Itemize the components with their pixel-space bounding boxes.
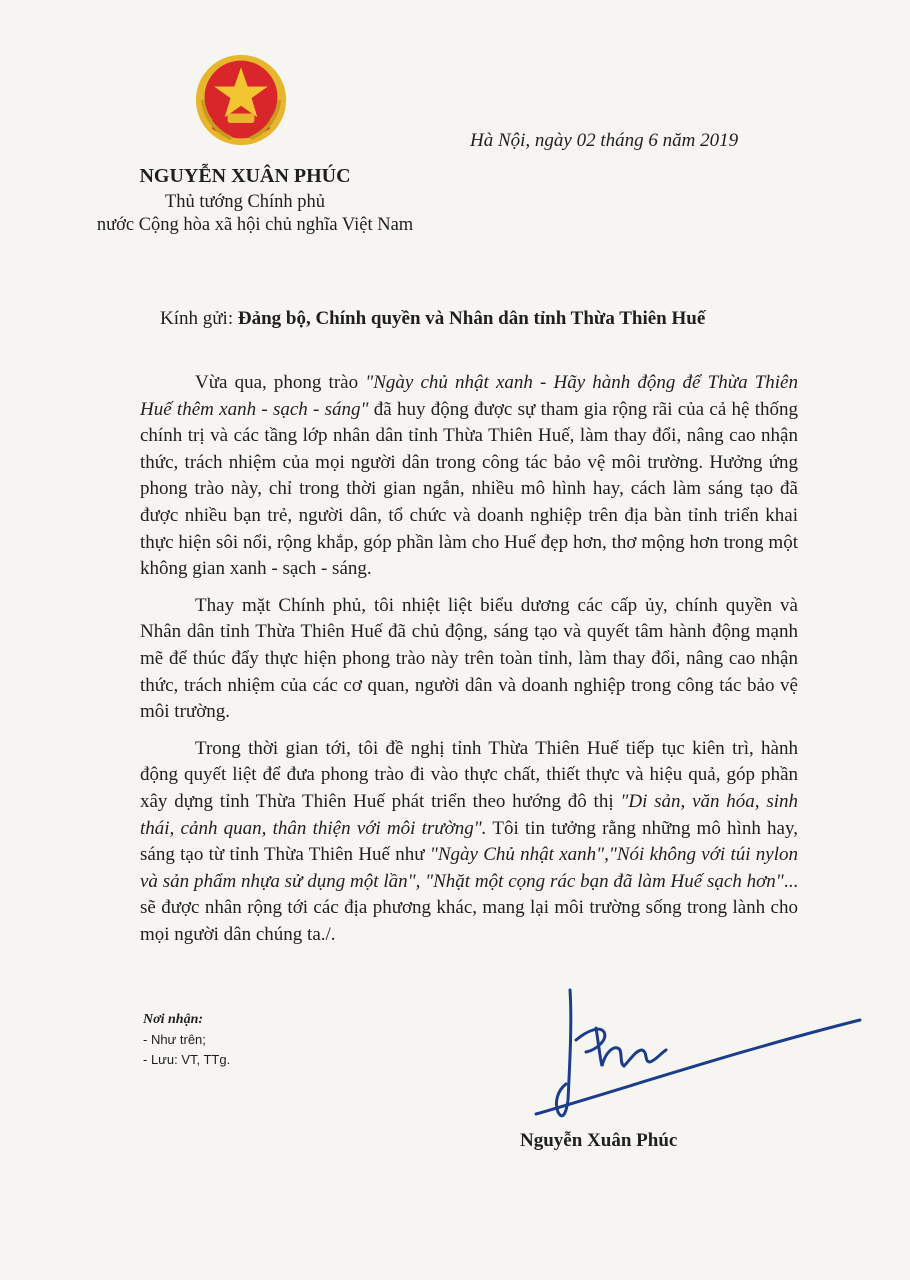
recipient-item: - Như trên;: [143, 1032, 206, 1047]
p3-quote-2: "Ngày Chủ nhật xanh","Nói không với túi nylon và sản phẩm nhựa sử dụng một lần", "Nhặt một cọng rác bạn đã làm Huế sạch hơn": [140, 844, 798, 892]
p3-quote-1: "Di sản, văn hóa, sinh thái, cảnh quan, thân thiện với môi trường".: [140, 790, 798, 839]
sender-country: nước Cộng hòa xã hội chủ nghĩa Việt Nam: [96, 215, 414, 235]
p3-text-a: Trong thời gian tới, tôi đề nghị tỉnh Thừa Thiên Huế tiếp tục kiên trì, hành động quyết liệt để đưa phong trào đi vào thực chất, thiết thực và hiệu quả, góp phần xây dựng tỉnh Thừa Thiên Huế phát triển theo hướng đô thị: [140, 737, 798, 812]
sender-title: Thủ tướng Chính phủ: [164, 192, 326, 212]
p1-text-a: Vừa qua, phong trào: [195, 372, 366, 393]
recipients-heading: Nơi nhận:: [143, 1012, 204, 1027]
signer-name: Nguyễn Xuân Phúc: [520, 1130, 678, 1151]
sender-name: NGUYỄN XUÂN PHÚC: [139, 165, 351, 187]
p3-text-c: Tôi tin tưởng rằng những mô hình hay, sáng tạo từ tỉnh Thừa Thiên Huế như: [140, 817, 798, 866]
recipients-block: [143, 1010, 230, 1070]
paragraph-3: [140, 736, 798, 949]
paragraph-2: Thay mặt Chính phủ, tôi nhiệt liệt biểu dương các cấp ủy, chính quyền và Nhân dân tỉnh Thừa Thiên Huế đã chủ động, sáng tạo và quyết tâm hành động mạnh mẽ để thúc đẩy thực hiện phong trào này trên toàn tỉnh, làm thay đổi, nâng cao nhận thức, trách nhiệm của các cơ quan, người dân và doanh nghiệp trong công tác bảo vệ môi trường.: [140, 594, 798, 723]
handwritten-signature: [500, 980, 870, 1130]
date-line: Hà Nội, ngày 02 tháng 6 năm 2019: [470, 130, 739, 151]
national-emblem-icon: [193, 52, 289, 148]
salutation-recipient: Đảng bộ, Chính quyền và Nhân dân tỉnh Thừa Thiên Huế: [237, 308, 706, 329]
paragraph-1: [140, 370, 798, 583]
recipient-item: - Lưu: VT, TTg.: [143, 1052, 231, 1067]
p1-quote: "Ngày chủ nhật xanh - Hãy hành động để Thừa Thiên Huế thêm xanh - sạch - sáng": [140, 372, 798, 420]
salutation-prefix: Kính gửi:: [160, 308, 238, 329]
p1-text-c: đã huy động được sự tham gia rộng rãi của cả hệ thống chính trị và các tầng lớp nhân dân tỉnh Thừa Thiên Huế, làm thay đổi, nâng cao nhận thức, trách nhiệm của mọi người dân trong công tác bảo vệ môi trường. Hưởng ứng phong trào này, chỉ trong thời gian ngắn, nhiều mô hình hay, cách làm sáng tạo đã được nhiều bạn trẻ, người dân, tổ chức và doanh nghiệp trên địa bàn tỉnh triển khai thực hiện sôi nổi, rộng khắp, góp phần làm cho Huế đẹp hơn, thơ mộng hơn trong một không gian xanh - sạch - sáng.: [140, 398, 799, 580]
letter-body: [140, 370, 798, 958]
salutation: [160, 308, 705, 330]
p3-text-e: ... sẽ được nhân rộng tới các địa phương khác, mang lại môi trường sống trong lành cho mọi người dân chúng ta./.: [140, 870, 798, 945]
